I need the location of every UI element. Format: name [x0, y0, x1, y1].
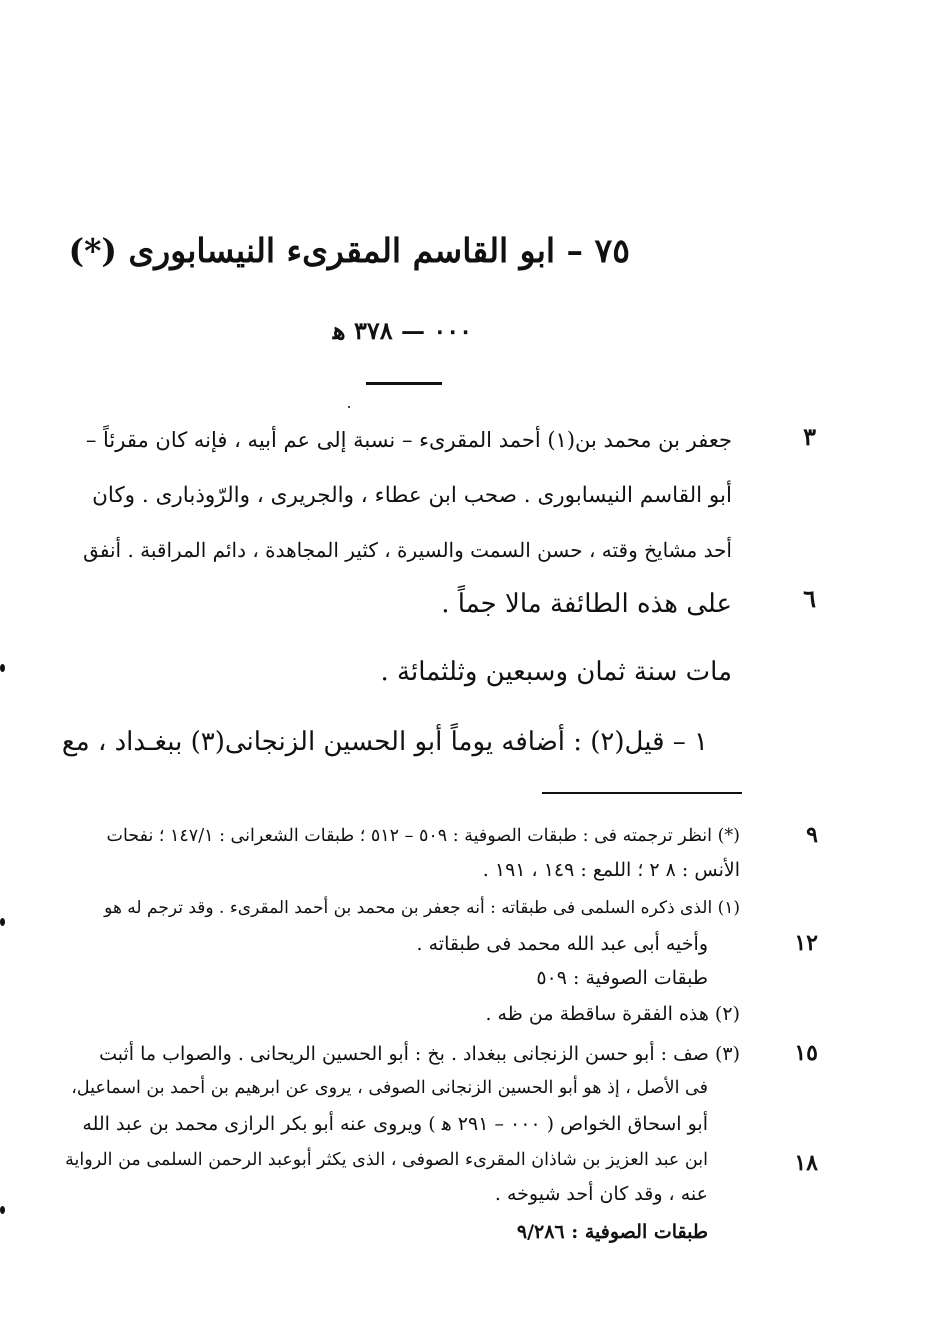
scan-speck [0, 918, 5, 926]
footnote-line: ابن عبد العزيز بن شاذان المقرىء الصوفى ، الذى يكثر أبوعبد الرحمن السلمى من الرواية [65, 1150, 708, 1170]
body-line: جعفر بن محمد بن(١) أحمد المقرىء – نسبة إلى عم أبيه ، فإنه كان مقرئاً – [85, 428, 732, 452]
footnote-line: (٢) هذه الفقرة ساقطة من ظه . [485, 1003, 740, 1025]
footnote-line: وأخيه أبى عبد الله محمد فى طبقاته . [416, 933, 708, 955]
line-number: ٩ [806, 822, 818, 848]
footnote-line: طبقات الصوفية : ٩/٢٨٦ [516, 1221, 708, 1243]
footnote-line: عنه ، وقد كان أحد شيوخه . [494, 1183, 708, 1205]
body-line: على هذه الطائفة مالا جماً . [441, 589, 732, 619]
scan-speck [0, 1206, 5, 1214]
scan-speck [0, 664, 5, 672]
footnote-line: الأنس : ٨ ٢ ؛ اللمع : ١٤٩ ، ١٩١ . [482, 859, 740, 881]
line-number: ٦ [803, 584, 816, 613]
body-line: ١ – قيل(٢) : أضافه يوماً أبو الحسين الزنجانى(٣) ببغـداد ، مع [61, 727, 708, 757]
body-line: أحد مشايخ وقته ، حسن السمت والسيرة ، كثير المجاهدة ، دائم المراقبة . أنفق [83, 538, 732, 562]
footnote-line: (*) انظر ترجمته فى : طبقات الصوفية : ٥٠٩ – ٥١٢ ؛ طبقات الشعرانى : ١٤٧/١ ؛ نفحات [106, 826, 740, 846]
scan-speck [348, 406, 350, 408]
chapter-title: ٧٥ – ابو القاسم المقرىء النيسابورى (*) [68, 231, 630, 270]
body-line: أبو القاسم النيسابورى . صحب ابن عطاء ، والجريرى ، والرّوذبارى . وكان [92, 483, 732, 508]
footnote-line: (٣) صف : أبو حسن الزنجانى ببغداد . بخ : أبو الحسين الريحانى . والصواب ما أثبت [99, 1043, 740, 1065]
footnote-line: (١) الذى ذكره السلمى فى طبقاته : أنه جعفر بن محمد بن أحمد المقرىء . وقد ترجم له هو [104, 898, 740, 918]
footnote-separator [542, 792, 742, 794]
body-line: مات سنة ثمان وسبعين وثلثمائة . [380, 657, 732, 687]
footnote-line: أبو اسحاق الخواص ( ٠٠٠ – ٢٩١ ﻫ ) ويروى عنه أبو بكر الرازى محمد بن عبد الله [82, 1113, 708, 1135]
title-rule [366, 382, 442, 385]
line-number: ١٢ [794, 930, 818, 956]
line-number: ٣ [803, 422, 816, 451]
line-number: ١٥ [794, 1040, 818, 1066]
footnote-line: فى الأصل ، إذ هو أبو الحسين الزنجانى الصوفى ، يروى عن ابرهيم بن أحمد بن اسماعيل، [71, 1078, 708, 1098]
chapter-dates: ٠٠٠ — ٣٧٨ ﻫ [332, 316, 472, 345]
line-number: ١٨ [794, 1150, 818, 1176]
footnote-line: طبقات الصوفية : ٥٠٩ [536, 967, 708, 989]
